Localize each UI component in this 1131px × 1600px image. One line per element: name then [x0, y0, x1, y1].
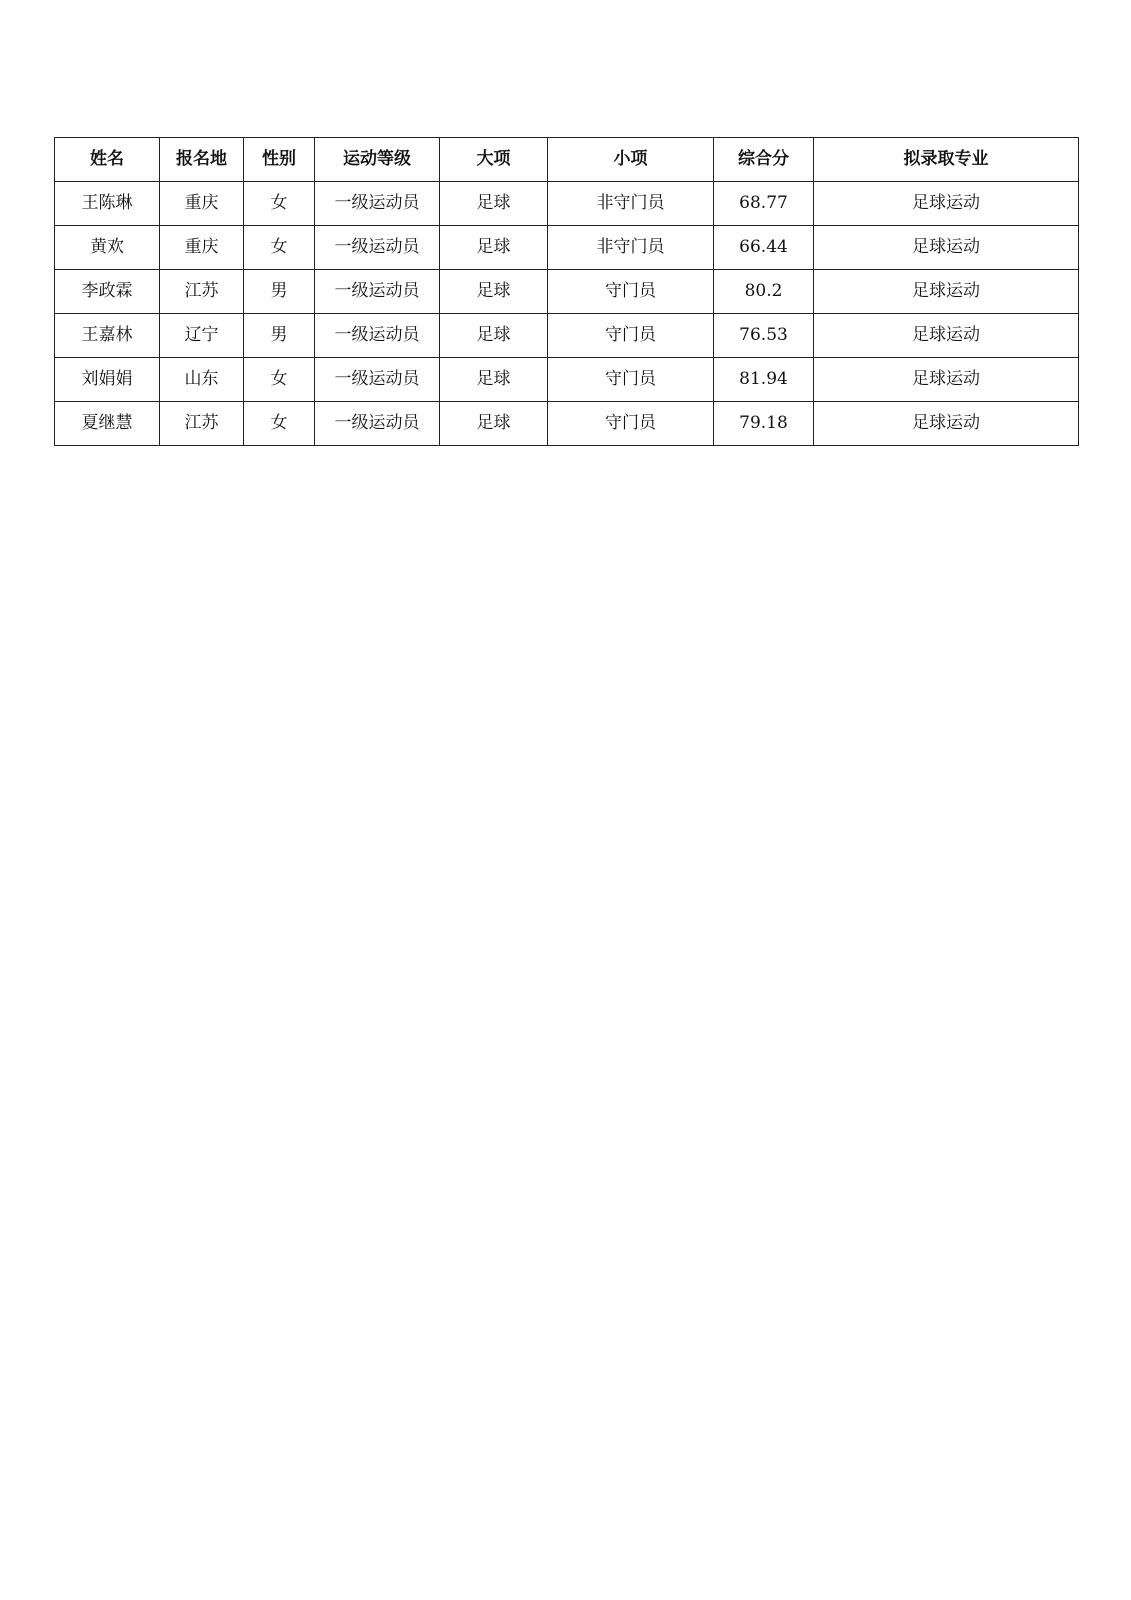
cell-name: 黄欢 — [55, 226, 160, 270]
header-name: 姓名 — [55, 138, 160, 182]
cell-major-event: 足球 — [440, 402, 548, 446]
header-major-event: 大项 — [440, 138, 548, 182]
cell-total-score: 81.94 — [714, 358, 814, 402]
cell-gender: 女 — [244, 226, 315, 270]
cell-total-score: 80.2 — [714, 270, 814, 314]
cell-sub-event: 守门员 — [548, 402, 714, 446]
cell-registration-place: 山东 — [160, 358, 244, 402]
cell-registration-place: 重庆 — [160, 226, 244, 270]
cell-proposed-major: 足球运动 — [814, 270, 1079, 314]
cell-proposed-major: 足球运动 — [814, 358, 1079, 402]
cell-major-event: 足球 — [440, 314, 548, 358]
cell-athlete-level: 一级运动员 — [315, 226, 440, 270]
cell-proposed-major: 足球运动 — [814, 314, 1079, 358]
cell-name: 夏继慧 — [55, 402, 160, 446]
table-row — [55, 314, 1079, 358]
cell-sub-event: 守门员 — [548, 270, 714, 314]
cell-athlete-level: 一级运动员 — [315, 270, 440, 314]
cell-major-event: 足球 — [440, 182, 548, 226]
cell-registration-place: 辽宁 — [160, 314, 244, 358]
cell-athlete-level: 一级运动员 — [315, 182, 440, 226]
admission-table — [54, 137, 1079, 446]
cell-proposed-major: 足球运动 — [814, 182, 1079, 226]
cell-athlete-level: 一级运动员 — [315, 314, 440, 358]
cell-proposed-major: 足球运动 — [814, 402, 1079, 446]
cell-total-score: 79.18 — [714, 402, 814, 446]
table-row — [55, 358, 1079, 402]
header-athlete-level: 运动等级 — [315, 138, 440, 182]
table-row — [55, 402, 1079, 446]
cell-registration-place: 江苏 — [160, 270, 244, 314]
cell-name: 王陈琳 — [55, 182, 160, 226]
cell-total-score: 68.77 — [714, 182, 814, 226]
cell-proposed-major: 足球运动 — [814, 226, 1079, 270]
table-row — [55, 226, 1079, 270]
cell-sub-event: 非守门员 — [548, 226, 714, 270]
cell-name: 王嘉林 — [55, 314, 160, 358]
cell-total-score: 66.44 — [714, 226, 814, 270]
cell-name: 李政霖 — [55, 270, 160, 314]
header-gender: 性别 — [244, 138, 315, 182]
cell-gender: 女 — [244, 182, 315, 226]
header-registration-place: 报名地 — [160, 138, 244, 182]
header-total-score: 综合分 — [714, 138, 814, 182]
cell-registration-place: 江苏 — [160, 402, 244, 446]
header-row — [55, 138, 1079, 182]
cell-gender: 女 — [244, 402, 315, 446]
header-sub-event: 小项 — [548, 138, 714, 182]
table-row — [55, 270, 1079, 314]
cell-major-event: 足球 — [440, 226, 548, 270]
cell-athlete-level: 一级运动员 — [315, 358, 440, 402]
table-row — [55, 182, 1079, 226]
cell-sub-event: 守门员 — [548, 358, 714, 402]
cell-total-score: 76.53 — [714, 314, 814, 358]
cell-sub-event: 非守门员 — [548, 182, 714, 226]
cell-sub-event: 守门员 — [548, 314, 714, 358]
cell-major-event: 足球 — [440, 270, 548, 314]
cell-registration-place: 重庆 — [160, 182, 244, 226]
cell-gender: 男 — [244, 314, 315, 358]
cell-name: 刘娟娟 — [55, 358, 160, 402]
cell-major-event: 足球 — [440, 358, 548, 402]
cell-gender: 女 — [244, 358, 315, 402]
cell-gender: 男 — [244, 270, 315, 314]
cell-athlete-level: 一级运动员 — [315, 402, 440, 446]
header-proposed-major: 拟录取专业 — [814, 138, 1079, 182]
